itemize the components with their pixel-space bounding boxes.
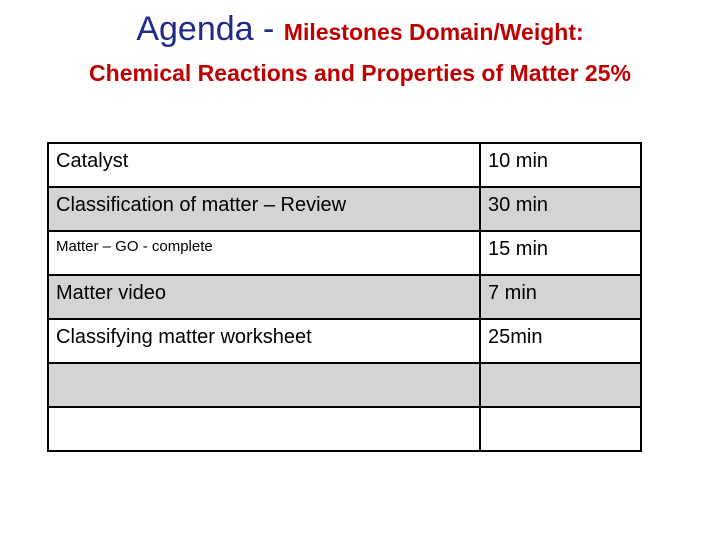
activity-cell: [48, 407, 480, 451]
title-milestones: Milestones Domain/Weight:: [283, 19, 584, 45]
activity-cell: Classifying matter worksheet: [48, 319, 480, 363]
table-row: [48, 275, 641, 319]
activity-cell: Classification of matter – Review: [48, 187, 480, 231]
time-cell: 30 min: [480, 187, 641, 231]
title-domain-weight: Chemical Reactions and Properties of Matter 25%: [89, 60, 631, 86]
time-cell: 10 min: [480, 143, 641, 187]
activity-cell: Catalyst: [48, 143, 480, 187]
table-row: [48, 407, 641, 451]
activity-cell: [48, 363, 480, 407]
table-row: [48, 231, 641, 275]
table-row: [48, 187, 641, 231]
time-cell: 15 min: [480, 231, 641, 275]
activity-cell: Matter – GO - complete: [48, 231, 480, 275]
activity-cell: Matter video: [48, 275, 480, 319]
slide-title: [0, 10, 720, 49]
table-row: [48, 363, 641, 407]
time-cell: [480, 407, 641, 451]
time-cell: 7 min: [480, 275, 641, 319]
agenda-table: [47, 142, 642, 452]
title-agenda: Agenda -: [136, 10, 284, 48]
time-cell: 25min: [480, 319, 641, 363]
table-row: [48, 319, 641, 363]
time-cell: [480, 363, 641, 407]
table-row: [48, 143, 641, 187]
